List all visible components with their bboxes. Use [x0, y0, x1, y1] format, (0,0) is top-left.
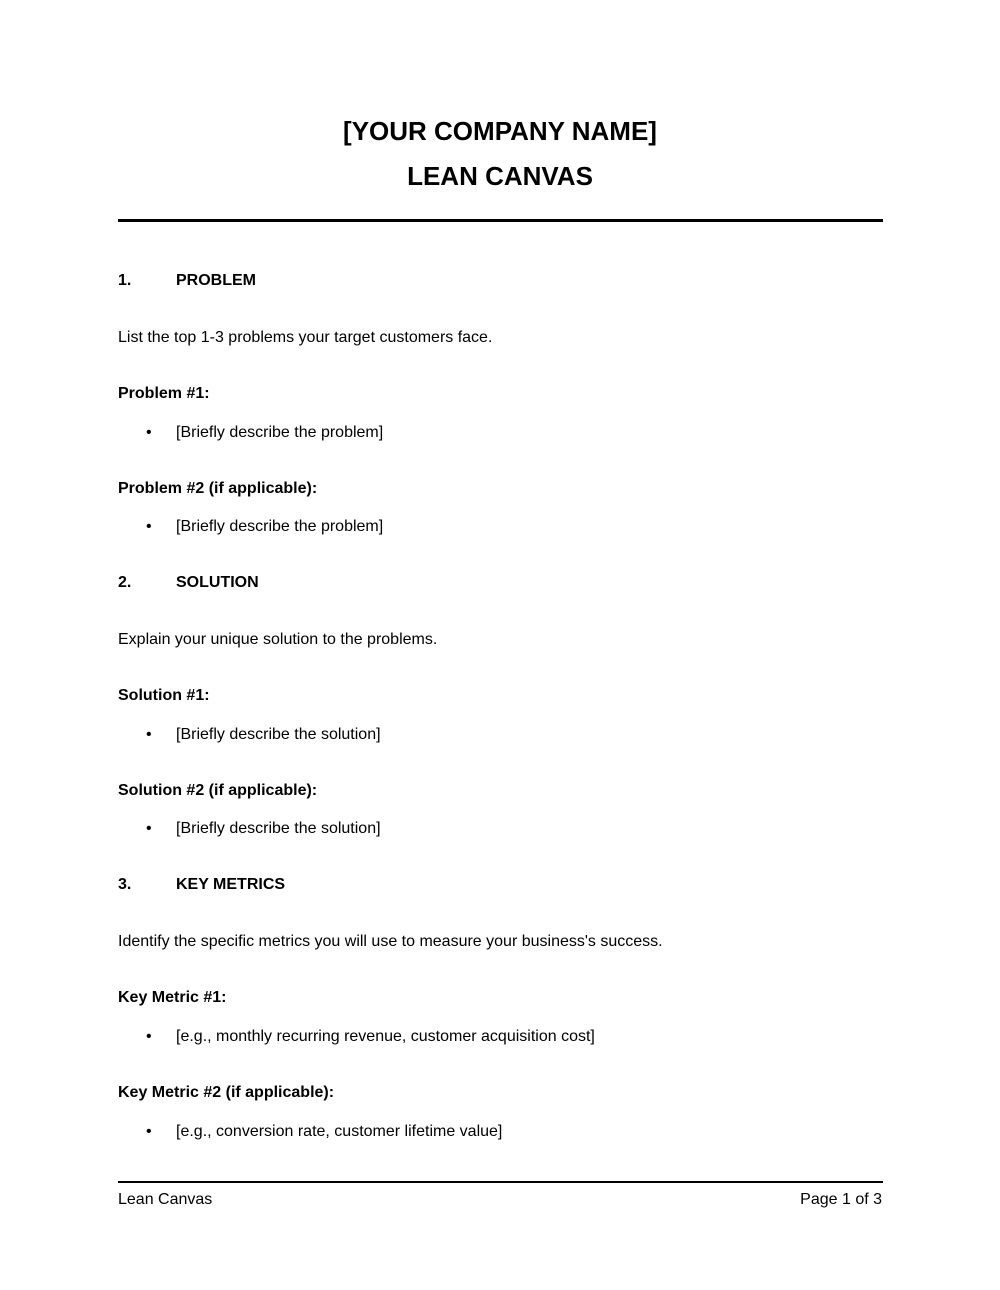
bullet-icon: •	[146, 1028, 152, 1045]
item-label: Key Metric #1:	[118, 989, 227, 1006]
bullet-text: [e.g., conversion rate, customer lifetime value]	[176, 1123, 503, 1140]
section-heading: KEY METRICS	[176, 876, 286, 893]
item-label: Problem #2 (if applicable):	[118, 480, 318, 497]
bullet-icon: •	[146, 424, 152, 441]
section-heading: SOLUTION	[176, 574, 259, 591]
footer-page-number: Page 1 of 3	[800, 1191, 882, 1208]
item-label: Problem #1:	[118, 385, 210, 402]
document-title: LEAN CANVAS	[407, 161, 593, 191]
footer-document-name: Lean Canvas	[118, 1191, 213, 1208]
section-number: 1.	[118, 272, 132, 289]
item-label: Key Metric #2 (if applicable):	[118, 1084, 335, 1101]
section-intro: Explain your unique solution to the problems.	[118, 631, 438, 648]
bullet-text: [Briefly describe the solution]	[176, 726, 381, 743]
bullet-icon: •	[146, 518, 152, 535]
section-intro: List the top 1-3 problems your target customers face.	[118, 329, 493, 346]
header-divider	[118, 219, 883, 222]
bullet-icon: •	[146, 1123, 152, 1140]
section-number: 2.	[118, 574, 132, 591]
bullet-icon: •	[146, 820, 152, 837]
bullet-icon: •	[146, 726, 152, 743]
company-name-title: [YOUR COMPANY NAME]	[343, 116, 657, 146]
bullet-text: [Briefly describe the problem]	[176, 518, 384, 535]
bullet-text: [Briefly describe the solution]	[176, 820, 381, 837]
bullet-text: [e.g., monthly recurring revenue, customer acquisition cost]	[176, 1028, 595, 1045]
bullet-text: [Briefly describe the problem]	[176, 424, 384, 441]
section-intro: Identify the specific metrics you will use to measure your business's success.	[118, 933, 663, 950]
item-label: Solution #2 (if applicable):	[118, 782, 318, 799]
section-number: 3.	[118, 876, 132, 893]
footer-divider	[118, 1181, 883, 1183]
section-heading: PROBLEM	[176, 272, 256, 289]
item-label: Solution #1:	[118, 687, 210, 704]
